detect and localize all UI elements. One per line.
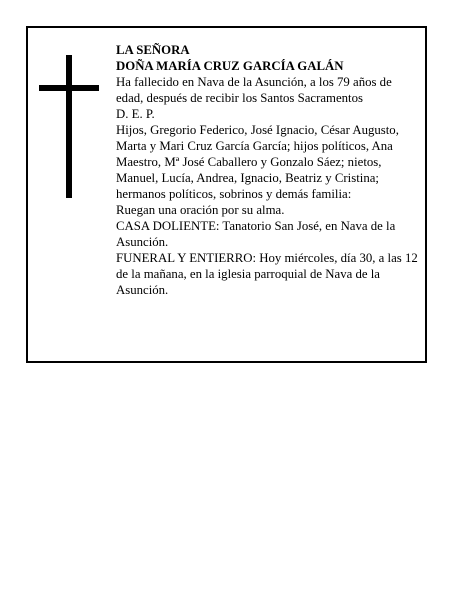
deceased-name: DOÑA MARÍA CRUZ GARCÍA GALÁN bbox=[116, 59, 344, 73]
rest-in-peace: D. E. P. bbox=[116, 107, 155, 121]
prayer-request: Ruegan una oración por su alma. bbox=[116, 203, 285, 217]
cross-icon bbox=[39, 55, 99, 198]
funeral-details: FUNERAL Y ENTIERRO: Hoy miércoles, día 30, a las 12 de la mañana, en la iglesia parroquial de Nava de la Asunción. bbox=[116, 251, 418, 297]
mourning-house: CASA DOLIENTE: Tanatorio San José, en Nava de la Asunción. bbox=[116, 219, 396, 249]
notice-heading: LA SEÑORA bbox=[116, 43, 190, 57]
cross-horizontal-bar bbox=[39, 85, 99, 91]
family-list: Hijos, Gregorio Federico, José Ignacio, César Augusto, Marta y Mari Cruz García García; hijos políticos, Ana Maestro, Mª José Caballero y Gonzalo Sáez; nietos, Manuel, Lucía, Andrea, Ignacio, Beatriz y Cristina; hermanos políticos, sobrinos y demás familia: bbox=[116, 123, 399, 201]
notice-text-block bbox=[116, 42, 422, 298]
death-announcement: Ha fallecido en Nava de la Asunción, a los 79 años de edad, después de recibir los Santos Sacramentos bbox=[116, 75, 392, 105]
cross-vertical-bar bbox=[66, 55, 72, 198]
obituary-notice bbox=[26, 26, 427, 363]
